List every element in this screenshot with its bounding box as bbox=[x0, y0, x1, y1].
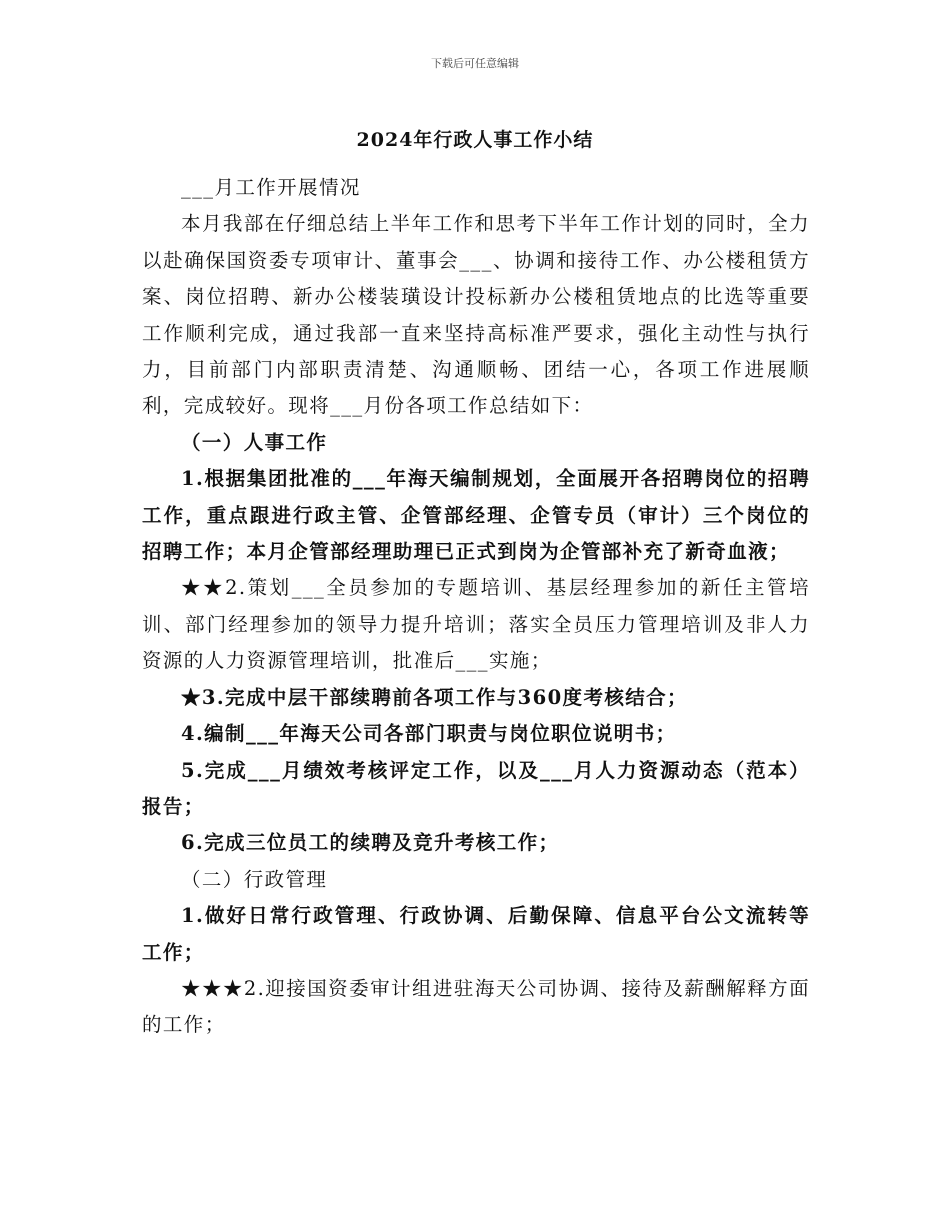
section-heading-hr: （一）人事工作 bbox=[181, 430, 328, 454]
paragraph-item: 6.完成三位员工的续聘及竞升考核工作； bbox=[181, 831, 560, 855]
paragraph-intro: 本月我部在仔细总结上半年工作和思考下半年工作计划的同时，全力以赴确保国资委专项审计、董事会___、协调和接待工作、办公楼租赁方案、岗位招聘、新办公楼装璜设计投标新办公楼租赁地点的比选等重要工作顺利完成，通过我部一直来坚持高标准严要求，强化主动性与执行力，目前部门内部职责清楚、沟通顺畅、团结一心，各项工作进展顺利，完成较好。现将___月份各项工作总结如下： bbox=[142, 212, 810, 418]
section-heading-admin: （二）行政管理 bbox=[181, 867, 328, 891]
document-title: 2024年行政人事工作小结 bbox=[356, 129, 594, 151]
paragraph-item: 1.根据集团批准的___年海天编制规划，全面展开各招聘岗位的招聘工作，重点跟进行政主管、企管部经理、企管专员（审计）三个岗位的招聘工作；本月企管部经理助理已正式到岗为企管部补充了新奇血液； bbox=[142, 467, 810, 564]
paragraph-item: 4.编制___年海天公司各部门职责与岗位职位说明书； bbox=[181, 722, 677, 746]
paragraph-item: 1.做好日常行政管理、行政协调、后勤保障、信息平台公文流转等工作； bbox=[142, 904, 810, 964]
paragraph-item: ★★2.策划___全员参加的专题培训、基层经理参加的新任主管培训、部门经理参加的领导力提升培训；落实全员压力管理培训及非人力资源的人力资源管理培训，批准后___实施； bbox=[142, 576, 810, 673]
document-body bbox=[142, 170, 810, 1044]
paragraph-item: 5.完成___月绩效考核评定工作，以及___月人力资源动态（范本）报告； bbox=[142, 758, 810, 818]
paragraph-month-overview: ___月工作开展情况 bbox=[181, 176, 361, 199]
paragraph-item: ★3.完成中层干部续聘前各项工作与360度考核结合； bbox=[181, 685, 688, 709]
header-note: 下载后可任意编辑 bbox=[431, 57, 519, 70]
paragraph-item: ★★★2.迎接国资委审计组进驻海天公司协调、接待及薪酬解释方面的工作； bbox=[142, 976, 810, 1037]
